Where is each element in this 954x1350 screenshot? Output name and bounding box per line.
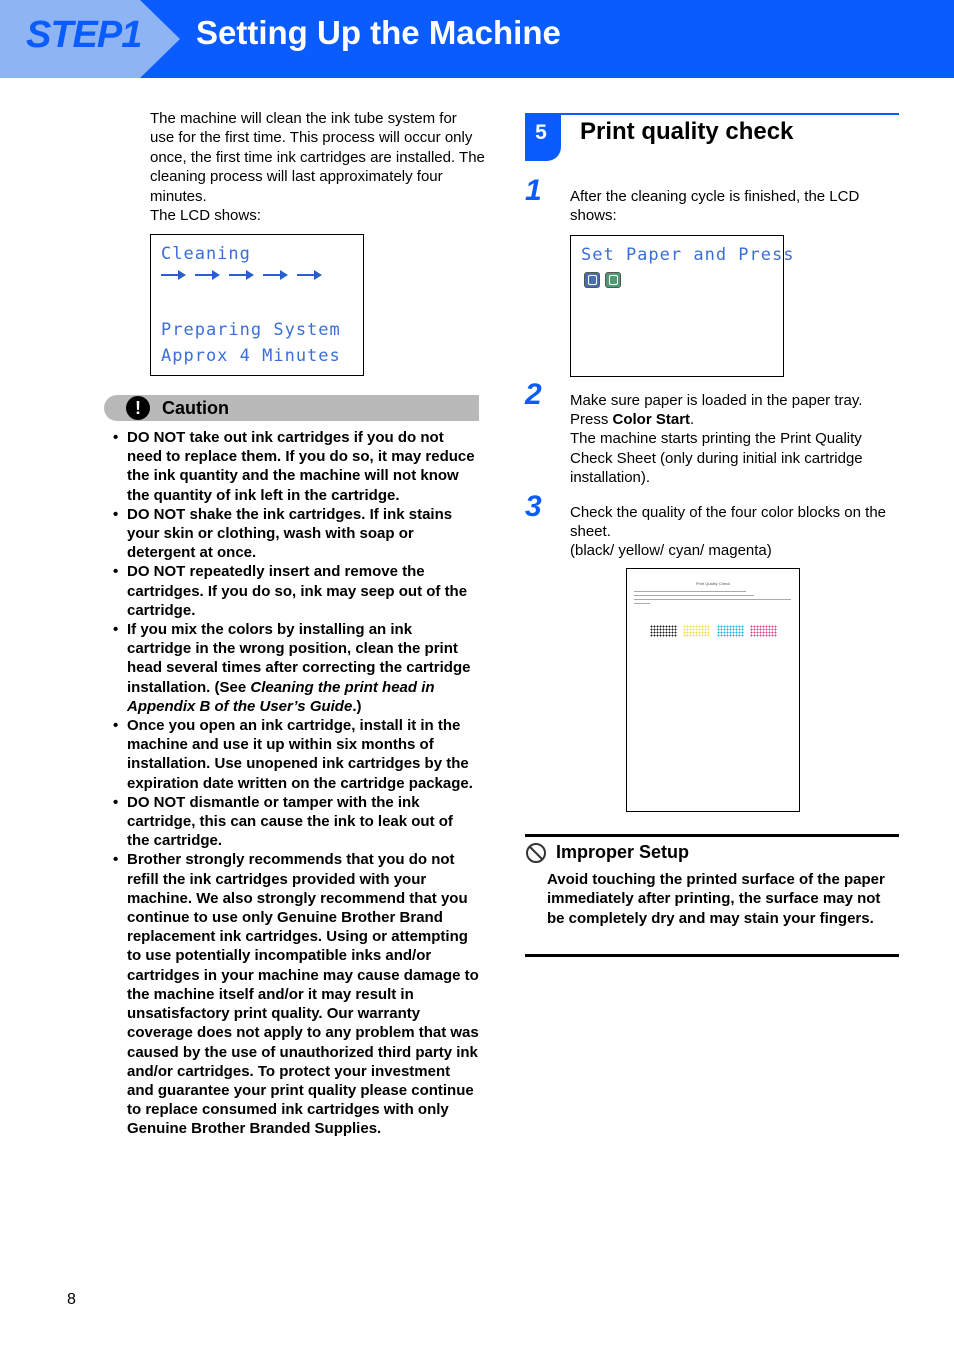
- sheet-title: Print Quality Check: [695, 581, 731, 586]
- color-start-key-icon: [584, 272, 600, 288]
- lcd-line-approx: Approx 4 Minutes: [161, 346, 341, 366]
- caution-item: • DO NOT shake the ink cartridges. If ink stains your skin or clothing, wash with soap or detergent at once.: [127, 505, 479, 563]
- lcd-progress-arrows: [161, 269, 323, 281]
- caution-item: • Brother strongly recommends that you do not refill the ink cartridges provided with your machine. We also strongly recommend that you continue to use only Genuine Brother Brand replacement ink cartridges. Using or attempting to use potentially incompatible inks and/or cartridges in your machine may cause damage to the machine itself and/or it may result in unsatisfactory print quality. Our warranty coverage does not apply to any problem that was caused by the use of unauthorized third party ink and/or cartridges. To protect your investment and guarantee your print quality please continue to replace consumed ink cartridges with only Genuine Brother Branded Supplies.: [127, 850, 479, 1138]
- improper-setup-title: Improper Setup: [556, 842, 690, 862]
- magenta-color-block: [750, 625, 777, 637]
- step-1-text: After the cleaning cycle is finished, the LCD shows:: [570, 188, 860, 225]
- step-2-text: Make sure paper is loaded in the paper tray. Press Color Start. The machine starts printing the Print Quality Check Sheet (only during initial ink cartridge installation).: [570, 392, 863, 486]
- caution-item: • DO NOT take out ink cartridges if you do not need to replace them. If you do so, it may reduce the ink quantity and the machine will not know the quantity of ink left in the cartridge.: [127, 428, 479, 505]
- caution-item: • DO NOT repeatedly insert and remove the cartridges. If you do so, ink may seep out of the cartridge.: [127, 562, 479, 620]
- caution-item: • If you mix the colors by installing an ink cartridge in the wrong position, clean the print head several times after correcting the cartridge installation. (See Cleaning the print head in Appendix B of the User’s Guide.): [127, 620, 479, 716]
- mono-start-key-icon: [605, 272, 621, 288]
- prohibited-icon: [526, 843, 546, 863]
- section-number: 5: [535, 121, 547, 144]
- improper-setup-top-rule: [525, 834, 899, 837]
- page-number: 8: [67, 1291, 76, 1308]
- lcd-line-setpaper: Set Paper and Press: [581, 245, 795, 265]
- print-quality-sheet-illustration: [626, 568, 800, 812]
- step-number-1: 1: [525, 174, 542, 207]
- step-3-text: Check the quality of the four color blocks on the sheet. (black/ yellow/ cyan/ magenta): [570, 504, 887, 560]
- intro-paragraph: The machine will clean the ink tube system for use for the first time. This process will occur only once, the first time ink cartridges are installed. The cleaning process will last approximately four minutes.: [150, 110, 485, 205]
- lcd-line-cleaning: Cleaning: [161, 244, 251, 264]
- lcd-cleaning-display: [150, 234, 364, 376]
- arrow-right-icon: [297, 269, 323, 281]
- section-number-tab: [525, 113, 561, 161]
- caution-title: Caution: [162, 398, 229, 418]
- section-title: Print quality check: [580, 118, 794, 145]
- lcd-line-preparing: Preparing System: [161, 320, 341, 340]
- caution-item: • Once you open an ink cartridge, install it in the machine and use it up within six months of installation. Use unopened ink cartridges by the expiration date written on the cartridge package.: [127, 716, 479, 793]
- yellow-color-block: [683, 625, 710, 637]
- caution-list: [127, 428, 479, 1139]
- caution-header: [104, 395, 479, 421]
- sheet-text-lines: [634, 591, 794, 607]
- lcd-key-icons: [584, 272, 621, 288]
- intro-lcd-label: The LCD shows:: [150, 207, 261, 225]
- arrow-right-icon: [263, 269, 289, 281]
- exclamation-icon: !: [126, 396, 150, 420]
- arrow-right-icon: [229, 269, 255, 281]
- intro-text: [150, 109, 485, 225]
- lcd-setpaper-display: [570, 235, 795, 377]
- cyan-color-block: [717, 625, 744, 637]
- arrow-right-icon: [195, 269, 221, 281]
- step-number-3: 3: [525, 490, 542, 523]
- caution-item: • DO NOT dismantle or tamper with the ink cartridge, this can cause the ink to leak out of the cartridge.: [127, 793, 479, 851]
- step-number-2: 2: [525, 378, 542, 411]
- arrow-right-icon: [161, 269, 187, 281]
- black-color-block: [650, 625, 677, 637]
- guide-reference: Cleaning the print head in Appendix B of the User’s Guide: [127, 678, 435, 715]
- page-title: Setting Up the Machine: [196, 14, 561, 51]
- color-start-label: Color Start: [612, 411, 691, 429]
- step-label: STEP1: [26, 14, 142, 56]
- section-rule: [525, 113, 899, 115]
- improper-setup-text: Avoid touching the printed surface of the paper immediately after printing, the surface may not be completely dry and may stain your fingers.: [547, 871, 885, 927]
- improper-setup-bottom-rule: [525, 954, 899, 957]
